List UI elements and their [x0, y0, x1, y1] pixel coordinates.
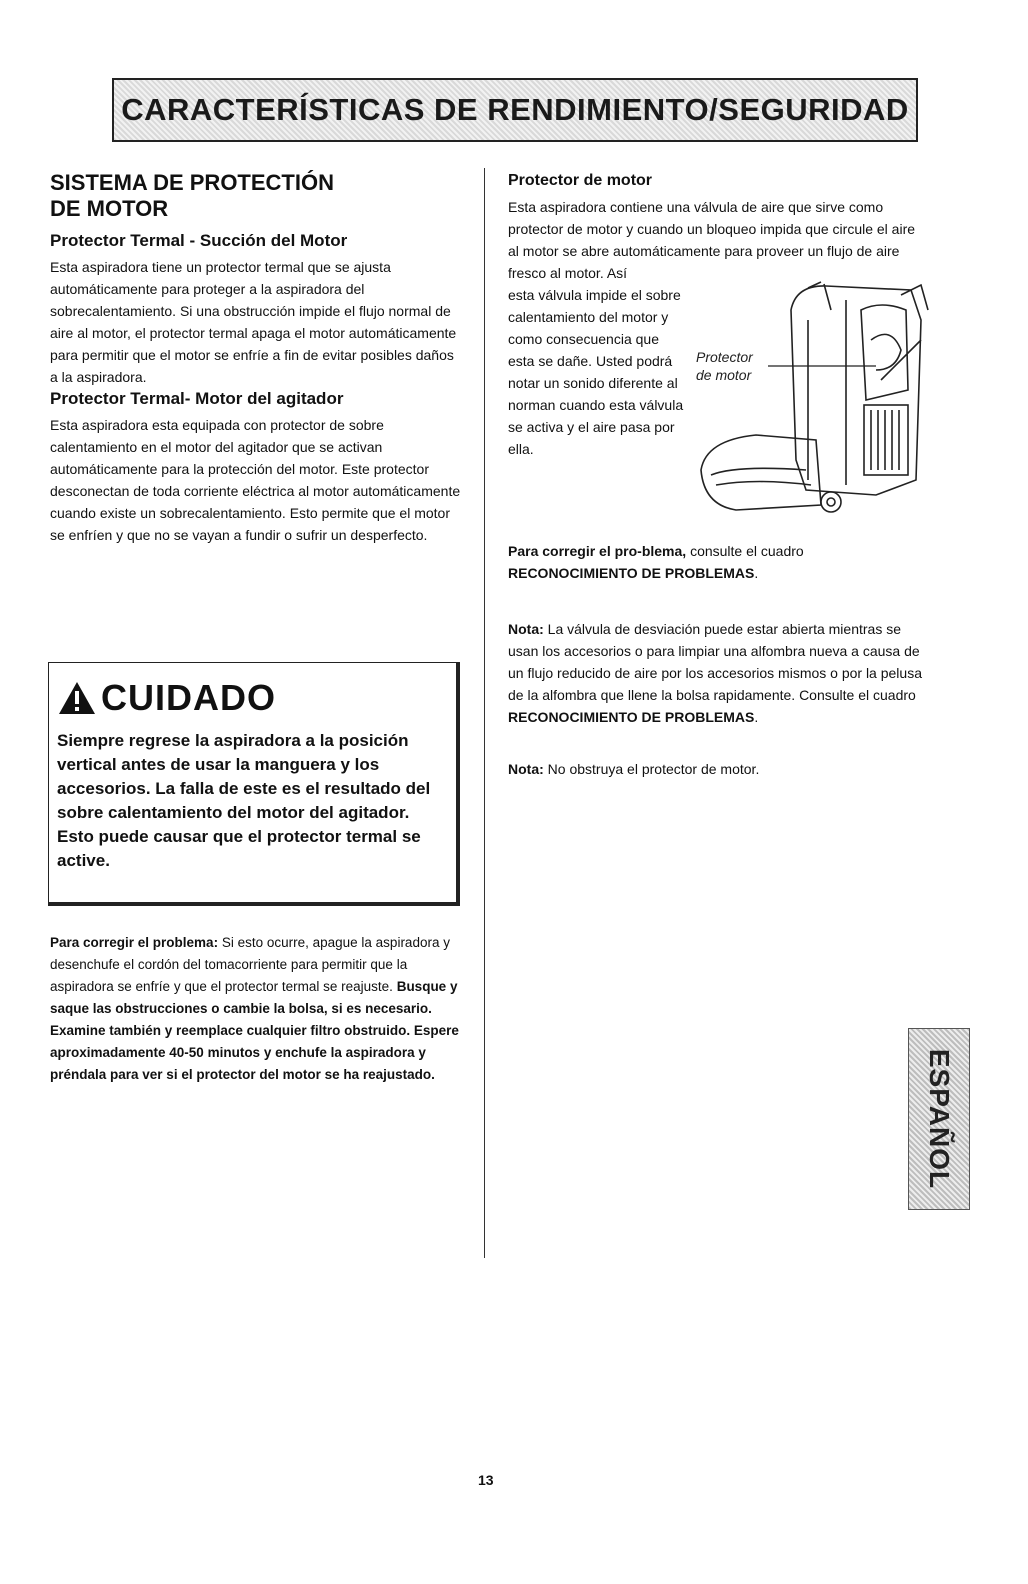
warning-triangle-icon — [57, 680, 97, 716]
fix-problem-bold: Busque y saque las obstrucciones o cambie la bolsa, si es necesario. Examine también y reemplace cualquier filtro obstruido. Espere aproximadamente 40-50 minutos y enchufe la aspiradora y préndala para ver si el protector del motor se ha reajustado. — [50, 979, 459, 1082]
note1-text: La válvula de desviación puede estar abierta mientras se usan los accesorios o para limpiar una alfombra nueva a causa de un flujo reducido de aire por los accesorios mismos o por la pelusa de la alfombra que llene la bolsa rapidamente. Consulte el cuadro — [508, 621, 922, 703]
motor-protector-intro: Esta aspiradora contiene una válvula de aire que sirve como protector de motor y cuando un bloqueo impida que circule el aire al motor se abre automáticamente para proveer un flujo de aire fresco al motor. Así — [508, 199, 916, 281]
language-tab-label: ESPAÑOL — [924, 1048, 955, 1190]
note-do-not-obstruct — [508, 758, 928, 780]
note1-reference: RECONOCIMIENTO DE PROBLEMAS — [508, 709, 755, 725]
vacuum-cleaner-illustration — [696, 280, 931, 518]
caution-box — [48, 662, 460, 906]
note1-end: . — [754, 709, 759, 725]
motor-protector-figure-row — [508, 284, 928, 518]
note2-text: No obstruya el protector de motor. — [543, 761, 760, 777]
right-column — [508, 170, 928, 780]
banner-title: CARACTERÍSTICAS DE RENDIMIENTO/SEGURIDAD — [121, 92, 909, 127]
thermal-protector-agitator-heading: Protector Termal- Motor del agitador — [50, 389, 344, 408]
correct-lead: Para corregir el pro-blema, — [508, 543, 687, 559]
motor-protector-correct-text — [508, 540, 928, 584]
caution-text: Siempre regrese la aspiradora a la posición vertical antes de usar la manguera y los accesorios. La falla de este es el resultado del sobre calentamiento del motor del agitador. Esto puede causar que el protector termal se active. — [57, 731, 431, 870]
correct-text: consulte el cuadro — [686, 543, 804, 559]
note-bypass-valve — [508, 618, 928, 728]
figure-label-line-1: Protector — [696, 349, 753, 365]
correct-end: . — [754, 565, 759, 581]
section-title — [50, 170, 462, 222]
note2-lead: Nota: — [508, 761, 544, 777]
thermal-protector-suction-text: Esta aspiradora tiene un protector termal que se ajusta automáticamente para proteger a la aspiradora del sobrecalentamiento. Si una obstrucción impide el flujo normal de aire al motor, el protector termal apaga el motor automáticamente para permitir que el motor se enfríe a fin de evitar posibles daños a la aspiradora. — [50, 259, 457, 385]
column-divider — [484, 168, 485, 1258]
language-tab — [908, 1028, 970, 1210]
vacuum-cleaner-figure — [696, 280, 931, 518]
thermal-protector-suction-heading: Protector Termal - Succión del Motor — [50, 231, 348, 250]
correct-reference: RECONOCIMIENTO DE PROBLEMAS — [508, 565, 755, 581]
figure-label — [696, 348, 753, 384]
section-title-line-2: DE MOTOR — [50, 196, 169, 221]
motor-protector-heading: Protector de motor — [508, 172, 653, 189]
figure-label-line-2: de motor — [696, 367, 752, 383]
left-column — [50, 170, 462, 546]
caution-title: CUIDADO — [101, 677, 276, 718]
fix-problem-paragraph — [50, 932, 470, 1086]
page-banner — [112, 78, 918, 142]
page-number: 13 — [478, 1472, 494, 1488]
fix-problem-text — [50, 932, 470, 1086]
motor-protector-side-text: esta válvula impide el sobre calentamiento del motor y como consecuencia que esta se dañe. Usted podrá notar un sonido diferente al norman cuando esta válvula se activa y el aire pasa por ella. — [508, 287, 684, 457]
caution-header — [57, 677, 456, 719]
thermal-protector-agitator-text: Esta aspiradora esta equipada con protector de sobre calentamiento en el motor del agitador que se activan automáticamente para la protección del motor. Este protector desconectan de toda corriente eléctrica al motor automáticamente cuando existe un sobrecalentamiento. Esto permite que el motor se enfríen y que no se vayan a fundir o sufrir un desperfecto. — [50, 417, 461, 543]
fix-problem-body: Si esto ocurre, apague la aspiradora y desenchufe el cordón del tomacorriente para permitir que la aspiradora se enfríe y que el protector termal se reajuste. — [50, 935, 450, 994]
note1-lead: Nota: — [508, 621, 544, 637]
section-title-line-1: SISTEMA DE PROTECTIÓN — [50, 170, 334, 195]
fix-problem-lead: Para corregir el problema: — [50, 935, 219, 950]
